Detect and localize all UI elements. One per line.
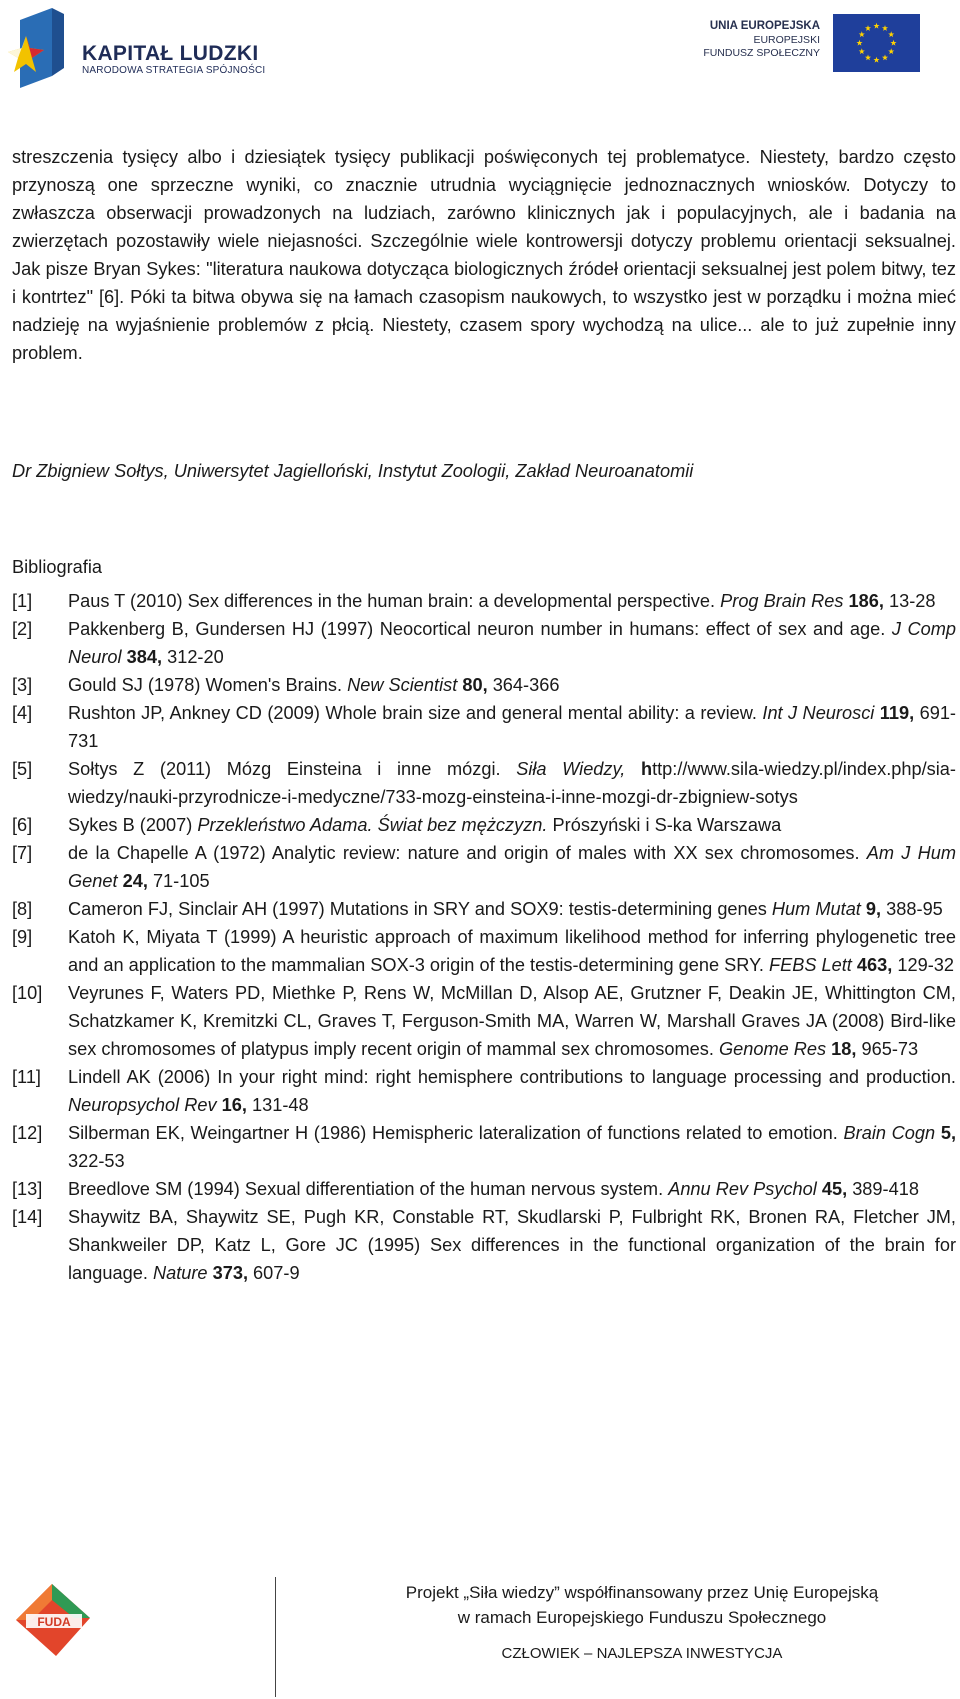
reference-journal: Int J Neurosci — [762, 703, 875, 723]
reference-number: [2] — [12, 619, 33, 639]
reference-item — [12, 1175, 956, 1203]
reference-text — [68, 755, 956, 811]
reference-number: [9] — [12, 927, 33, 947]
reference-pages: 388-95 — [881, 899, 943, 919]
reference-text — [68, 1203, 956, 1287]
reference-item — [12, 587, 956, 615]
eu-fund-line2: FUNDUSZ SPOŁECZNY — [703, 47, 820, 59]
reference-journal: New Scientist — [347, 675, 458, 695]
reference-authors-title: Rushton JP, Ankney CD (2009) Whole brain size and general mental ability: a review. — [68, 703, 763, 723]
reference-journal: Genome Res — [718, 1039, 827, 1059]
reference-number: [10] — [12, 983, 43, 1003]
reference-pages: 691-731 — [68, 703, 956, 751]
reference-text — [68, 615, 956, 671]
reference-authors-title: Katoh K, Miyata T (1999) A heuristic approach of maximum likelihood method for inferring phylogenetic tree and an application to the mammalian SOX-3 origin of the testis-determining gene SRY. — [68, 927, 956, 975]
reference-authors-title: Paus T (2010) Sex differences in the human brain: a developmental perspective. — [68, 591, 721, 611]
reference-item — [12, 615, 956, 671]
reference-journal: Nature — [152, 1263, 208, 1283]
reference-text — [68, 1175, 956, 1203]
eu-fund-line1: EUROPEJSKI — [753, 33, 820, 46]
reference-authors-title: Silberman EK, Weingartner H (1986) Hemispheric lateralization of functions related to emotion. — [68, 1123, 844, 1143]
footer-divider — [275, 1577, 276, 1697]
fuda-logo-text: FUDA — [37, 1615, 71, 1629]
author-line: Dr Zbigniew Sołtys, Uniwersytet Jagielloński, Instytut Zoologii, Zakład Neuroanatomii — [12, 461, 694, 481]
reference-journal: Hum Mutat — [771, 899, 861, 919]
kapital-ludzki-title: KAPITAŁ LUDZKI — [82, 42, 259, 65]
reference-pages: 13-28 — [883, 591, 936, 611]
reference-volume: 463, — [851, 955, 893, 975]
reference-item — [12, 895, 956, 923]
reference-volume: 373, — [207, 1263, 248, 1283]
reference-volume: 45, — [816, 1179, 848, 1199]
reference-number: [12] — [12, 1123, 43, 1143]
reference-volume: 119, — [874, 703, 915, 723]
bibliography-heading: Bibliografia — [12, 557, 102, 577]
reference-number: [4] — [12, 703, 33, 723]
reference-item — [12, 1063, 956, 1119]
kapital-ludzki-subtitle: NARODOWA STRATEGIA SPÓJNOŚCI — [82, 65, 266, 76]
reference-text — [68, 923, 956, 979]
reference-pages: 389-418 — [847, 1179, 919, 1199]
reference-pages: ttp://www.sila-wiedzy.pl/index.php/sia-wiedzy/nauki-przyrodnicze-i-medyczne/733-mozg-einsteina-i-inne-mozgi-dr-zbigniew-sotys — [68, 759, 956, 807]
reference-journal: Am J Hum Genet — [68, 843, 956, 891]
reference-volume: 9, — [860, 899, 882, 919]
eu-logo — [700, 14, 920, 74]
reference-pages: 312-20 — [162, 647, 224, 667]
reference-text — [68, 1063, 956, 1119]
fuda-logo-icon — [12, 1580, 94, 1662]
reference-item — [12, 699, 956, 755]
reference-volume: 186, — [843, 591, 884, 611]
reference-authors-title: Breedlove SM (1994) Sexual differentiation of the human nervous system. — [68, 1179, 669, 1199]
reference-journal: Brain Cogn — [843, 1123, 936, 1143]
reference-pages: 322-53 — [68, 1151, 125, 1171]
reference-text — [68, 811, 956, 839]
reference-item — [12, 1203, 956, 1287]
reference-list — [12, 587, 956, 1287]
reference-pages: 364-366 — [487, 675, 560, 695]
reference-volume: 18, — [826, 1039, 857, 1059]
reference-authors-title: Shaywitz BA, Shaywitz SE, Pugh KR, Constable RT, Skudlarski P, Fulbright RK, Bronen RA, Fletcher JM, Shankweiler DP, Katz L, Gore JC (1995) Sex differences in the functional organization of the brain for language. — [68, 1207, 956, 1283]
reference-authors-title: Sykes B (2007) — [68, 815, 198, 835]
reference-item — [12, 1119, 956, 1175]
reference-authors-title: Cameron FJ, Sinclair AH (1997) Mutations in SRY and SOX9: testis-determining genes — [68, 899, 772, 919]
reference-journal: Annu Rev Psychol — [668, 1179, 817, 1199]
footer-project-info — [335, 1580, 949, 1630]
reference-volume: 16, — [216, 1095, 247, 1115]
reference-number: [11] — [12, 1067, 41, 1087]
reference-authors-title: Sołtys Z (2011) Mózg Einsteina i inne mózgi. — [68, 759, 517, 779]
reference-text — [68, 1119, 956, 1175]
reference-number: [7] — [12, 843, 33, 863]
reference-authors-title: Gould SJ (1978) Women's Brains. — [68, 675, 348, 695]
reference-volume: 80, — [457, 675, 488, 695]
reference-number: [5] — [12, 759, 33, 779]
eu-name: UNIA EUROPEJSKA — [709, 20, 820, 32]
kapital-ludzki-emblem-icon — [6, 6, 70, 90]
reference-text — [68, 839, 956, 895]
reference-text — [68, 699, 956, 755]
reference-pages: 607-9 — [248, 1263, 300, 1283]
reference-journal: Prog Brain Res — [720, 591, 844, 611]
reference-pages: 131-48 — [246, 1095, 309, 1115]
reference-item — [12, 979, 956, 1063]
kapital-ludzki-logo — [6, 6, 270, 94]
reference-authors-title: Pakkenberg B, Gundersen HJ (1997) Neocortical neuron number in humans: effect of sex and age. — [68, 619, 892, 639]
reference-item — [12, 811, 956, 839]
reference-text — [68, 587, 956, 615]
footer-line-1: Projekt „Siła wiedzy” współfinansowany przez Unię Europejską — [405, 1583, 879, 1602]
reference-authors-title: Veyrunes F, Waters PD, Miethke P, Rens W, McMillan D, Alsop AE, Grutzner F, Deakin JE, Whittington CM, Schatzkamer K, Kremitzki CL, Graves T, Ferguson-Smith MA, Warren W, Marshall Graves JA (2008) Bird-like sex chromosomes of platypus imply recent origin of mammal sex chromosomes. — [68, 983, 956, 1059]
reference-journal: Neuropsychol Rev — [68, 1095, 217, 1115]
reference-number: [1] — [12, 591, 33, 611]
reference-volume: 24, — [117, 871, 148, 891]
reference-number: [14] — [12, 1207, 43, 1227]
footer-line-2: w ramach Europejskiego Funduszu Społecznego — [457, 1608, 827, 1627]
reference-volume: h — [625, 759, 653, 779]
reference-pages: 71-105 — [147, 871, 210, 891]
reference-text — [68, 895, 956, 923]
body-paragraph: streszczenia tysięcy albo i dziesiątek tysięcy publikacji poświęconych tej problematyce. Niestety, bardzo często przynoszą one sprzeczne wyniki, co znacznie utrudnia wyciągnięcie jednoznacznych wniosków. Dotyczy to zwłaszcza obserwacji prowadzonych na ludziach, zarówno klinicznych jak i populacyjnych, ale i badania na zwierzętach pozostawiły wiele niejasności. Szczególnie wiele kontrowersji dotyczy problemu orientacji seksualnej. Jak pisze Bryan Sykes: "literatura naukowa dotycząca biologicznych źródeł orientacji seksualnej jest polem bitwy, tez i kontrtez" [6]. Póki ta bitwa obywa się na łamach czasopism naukowych, to wszystko jest w porządku i można mieć nadzieję na wyjaśnienie problemów z płcią. Niestety, czasem spory wychodzą na ulice... ale to już zupełnie inny problem. — [12, 147, 956, 363]
reference-number: [6] — [12, 815, 33, 835]
reference-item — [12, 923, 956, 979]
reference-item — [12, 671, 956, 699]
reference-authors-title: de la Chapelle A (1972) Analytic review: nature and origin of males with XX sex chromosomes. — [68, 843, 867, 863]
reference-journal: Siła Wiedzy, — [516, 759, 626, 779]
reference-journal: Przekleństwo Adama. Świat bez mężczyzn. — [197, 815, 548, 835]
reference-volume: 5, — [935, 1123, 956, 1143]
reference-pages: Prószyński i S-ka Warszawa — [547, 815, 782, 835]
reference-item — [12, 839, 956, 895]
eu-logo-text — [703, 20, 820, 61]
eu-flag-icon — [833, 14, 920, 72]
reference-item — [12, 755, 956, 811]
fuda-logo — [12, 1580, 94, 1662]
reference-pages: 965-73 — [856, 1039, 919, 1059]
reference-text — [68, 979, 956, 1063]
footer-tagline: CZŁOWIEK – NAJLEPSZA INWESTYCJA — [501, 1645, 783, 1662]
reference-authors-title: Lindell AK (2006) In your right mind: right hemisphere contributions to language processing and production. — [68, 1067, 956, 1087]
reference-volume: 384, — [121, 647, 163, 667]
reference-number: [8] — [12, 899, 33, 919]
reference-pages: 129-32 — [892, 955, 955, 975]
reference-number: [3] — [12, 675, 33, 695]
reference-number: [13] — [12, 1179, 43, 1199]
reference-journal: J Comp Neurol — [68, 619, 956, 667]
reference-journal: FEBS Lett — [768, 955, 852, 975]
reference-text — [68, 671, 956, 699]
